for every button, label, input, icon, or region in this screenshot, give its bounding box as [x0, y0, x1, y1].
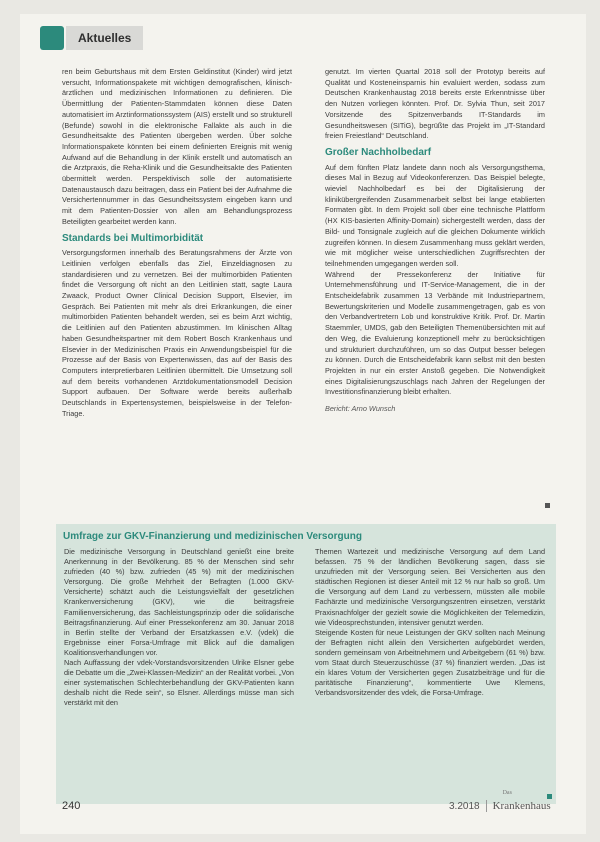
box-end-mark [547, 794, 552, 799]
paragraph: Die medizinische Versorgung in Deutschland genießt eine breite Anerkennung in der Bevölkerung. 85 % der Menschen sind sehr zufrieden (40 %) bzw. zufrieden (45 %) mit der medizinischen Versorgung. Die große Mehrheit der Befragten (1.000 GKV-Versicherte) schätzt auch die Leistungsvielfalt der gesetzlichen Krankenversicherung (GKV), wie die beitragsfreie Familienversicherung, das Sachleistungsprinzip oder die solidarische Beitragsfinanzierung. Auf einer Pressekonferenz am 30. Januar 2018 in Berlin stellte der Verband der Ersatzkassen e.V. (vdek) die Ergebnisse einer Forsa-Umfrage mit Blick auf die damaligen Koalitionsverhandlungen vor. [64, 547, 294, 657]
subheading: Großer Nachholbedarf [325, 146, 432, 158]
subheading: Standards bei Multimorbidität [62, 232, 204, 244]
paragraph: Auf dem fünften Platz landete dann noch als Versorgungsthema, dieses Mal in Bezug auf Videokonferenzen. Das Beispiel belegte, wieviel Nachholbedarf es bei der Digitalisierung der klinikübergreifenden Zusammenarbeit selbst bei lange etablierten Formaten gibt. In dem Projekt soll über eine technische Plattform (HX KIS-basierten Affinity-Domain) sichergestellt werden, dass der Bild- und Tonsignale zugleich auf die gleichen Dokumente wirklich zugreifen können. In diesem Zusammenhang muss geklärt werden, wie mit möglicher weise unterschiedlichen Zugriffsrechten der teilnehmenden umgegangen werden soll. [325, 162, 545, 268]
section-header [40, 25, 160, 51]
paragraph: Steigende Kosten für neue Leistungen der GKV sollten nach Meinung der Befragten nicht allein den Versicherten aufgebürdet werden, sondern gemeinsam von Arbeitnehmern und Arbeitgebern (61 %) bzw. vom Staat durch Steuerzuschüsse (37 %) finanziert werden. „Das ist ein klares Votum der Versicherten gegen Zusatzbeiträge und für die paritätische Finanzierung“, kommentierte Uwe Klemens, Verbandsvorsitzender des vdek, die Forsa-Umfrage. [315, 627, 545, 698]
info-box-title: Umfrage zur GKV-Finanzierung und medizinischen Versorgung [63, 531, 362, 542]
info-box-right-column [315, 547, 545, 802]
footer-divider [486, 800, 487, 812]
paragraph: genutzt. Im vierten Quartal 2018 soll der Prototyp bereits auf Qualität und Kosteneinsparnis hin evaluiert werden, sodass zum Deutschen Krankenhaustag 2018 bereits erste Erkenntnisse über den Nutzen vorliegen könnten. Prof. Dr. Sylvia Thun, seit 2017 Vorsitzende des Spitzenverbands IT-Standards im Gesundheitswesen (SITiG), begrüßte das Projekt im „IT-Standard freien Freiestland“ Deutschland. [325, 67, 545, 141]
author-credit: Bericht: Arno Wunsch [325, 404, 396, 414]
paragraph: Themen Wartezeit und medizinische Versorgung auf dem Land befassen. 75 % der ländlichen Bevölkerung sagen, dass sie unzufrieden mit der Versorgung seien. Bei Versicherten aus den städtischen Regionen ist dieser Anteil mit 12 % nur halb so groß. Um die Versorgung auf dem Land zu verbessern, müssten alle mobile Fachärzte und medizinische Versorgungszentren einsetzen, verstärkt Praxisnachfolger der gezielt sowie die Möglichkeiten der Telemedizin, wie Videosprechstunden, intensiver genutzt werden. [315, 547, 545, 627]
logo-text: Krankenhaus [492, 800, 551, 812]
info-box-left-column [64, 547, 294, 802]
paragraph: ren beim Geburtshaus mit dem Ersten Geldinstitut (Kinder) wird jetzt versucht, Informationspakete mit wichtigen demografischen, klinisch-ärztlichen und medizinischen Informationen zu definieren. Die Übermittlung der Patienten-Stammdaten können diese Daten automatisiert im Arztinformationssystem (AIS) erstellt und so strukturell (Befunde) sowohl in die elektronische Fallakte als auch in die Gesundheitsakte des Patienten übergeben werden. Über solche Informationspakete könnten bei einem definierten Ereignis mit wenig Aufwand auf die Behandlung in der Klinik erstellt und automatisch an die Arztpraxis, die Reha-Klinik und die Gesundheitsakte des Patienten übermittelt werden. Perspektivisch solle der automatisierte Datenaustausch dazu beitragen, dass ein Patient bei der Aufnahme die Versichertennummer in das Gesundheitssystem eingeben kann und mit dem Patienten-Dossier von allen am Behandlungsprozess Beteiligten gearbeitet werden kann. [62, 67, 292, 226]
paragraph: Versorgungsformen innerhalb des Beratungsrahmens der Ärzte von Leitlinien verfolgen ebenfalls das Ziel, Einzeldiagnosen zu standardisieren und zu vernetzen. Bei der multimorbiden Patienten findet die Versorgung oft nicht an den Leitlinien statt, sagte Laura Zwaack, Product Owner Clinical Decision Support, Elsevier, im Gespräch. Bei Patienten mit mehr als drei Erkrankungen, die einer multimorbiden Patienten behandelt werden, sei es beim Arzt wichtig, die Leitlinien auf den Patienten abzustimmen. Im klinischen Alltag haben Gesundheitspartner mit dem Robert Bosch Krankenhaus und Elsevier in der Medizinischen Praxis ein Anwendungsbeispiel für die Prozesse auf der Basis von Expertenwissen, das auf der Basis des Computers interpretierbaren Leitlinien übermittelt. Die Umsetzung soll auf dem bereits vorhandenen Arztdokumentationsmodell Decision Support aufbauen. Der Software werde bereits außerhalb Deutschlands in Expertensystemen, beispielsweise in der Telefon-Triage. [62, 248, 292, 418]
section-title: Aktuelles [66, 26, 143, 50]
info-box [56, 524, 556, 804]
section-marker-square [40, 26, 64, 50]
left-column [62, 67, 292, 512]
magazine-logo [492, 790, 551, 812]
article-end-mark [545, 503, 550, 508]
page-number: 240 [62, 800, 81, 812]
paragraph: Während der Pressekonferenz der Initiative für Unternehmensführung und IT-Service-Management, die in der Entscheidefabrik zusammen 13 Verbände mit Industriepartnern, Bewertungskriterien und Modelle zusammengetragen, gab es von den Verbandvertretern Lob und konstruktive Kritik. Prof. Dr. Martin Staemmler, UMDS, gab den Beteiligten Themenübersichten mit auf den Weg, die Evaluierung konzeptionell mehr zu berücksichtigen und strukturiert durchzuführen, um so das Output besser belegen zu können. Durch die Entscheidefabrik kann selbst mit den besten Projekten in nur ein erster Anstoß gegeben. Die Notwendigkeit eines Digitalisierungszuschlags nach Jahren der Regelungen der Investitionsfinanzierung bleibt erhalten. [325, 269, 545, 397]
logo-superscript: Das [502, 790, 512, 796]
paragraph: Nach Auffassung der vdek-Vorstandsvorsitzenden Ulrike Elsner gebe die Debatte um die „Zwei-Klassen-Medizin“ an der Realität vorbei. „Von einer systematischen Schlechterbehandlung der GKV-Patienten kann deshalb nicht die Rede sein“, so Elsner. Allerdings müsse man sich verstärkt mit den [64, 658, 294, 708]
issue-number: 3.2018 [449, 801, 480, 812]
footer-branding [449, 790, 551, 812]
right-column [325, 67, 545, 512]
